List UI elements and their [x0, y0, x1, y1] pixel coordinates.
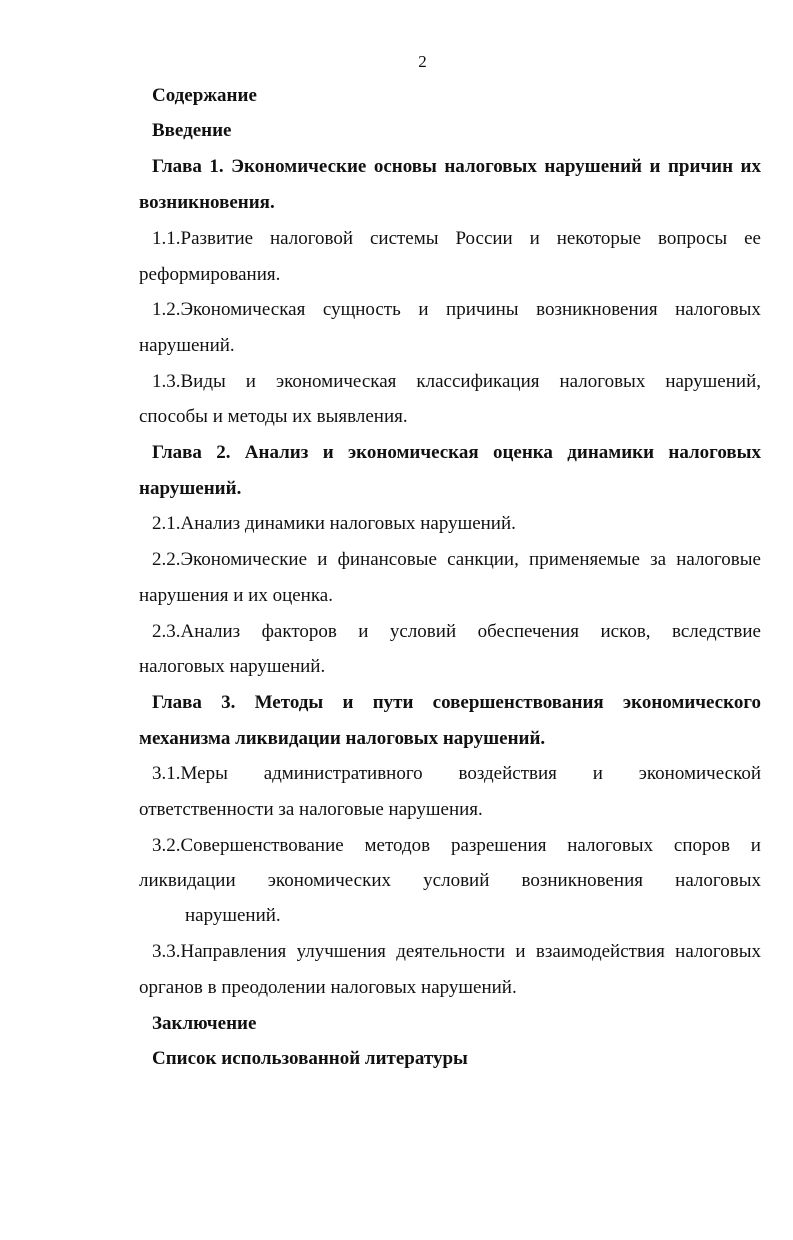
- word: возникновения: [536, 299, 658, 320]
- toc-section-3-3-line1: [152, 940, 761, 964]
- word: экономических: [267, 870, 391, 891]
- word: и: [342, 692, 354, 713]
- word: системы: [369, 228, 439, 249]
- toc-item-introduction: Введение: [152, 120, 232, 141]
- word: оценка: [492, 442, 553, 463]
- word: и: [322, 442, 334, 463]
- word: санкции,: [447, 549, 519, 570]
- word: Анализ: [244, 442, 309, 463]
- word: сущность: [322, 299, 401, 320]
- word: финансовые: [337, 549, 437, 570]
- word: Глава: [152, 692, 202, 713]
- word: 1.1.Развитие: [152, 228, 254, 249]
- word: налоговых: [675, 870, 761, 891]
- word: совершенствования: [432, 692, 604, 713]
- word: нарушений,: [665, 371, 761, 392]
- toc-item-conclusion: Заключение: [152, 1013, 257, 1034]
- word: экономическая: [347, 442, 479, 463]
- word: пути: [372, 692, 414, 713]
- word: налоговых: [668, 442, 761, 463]
- word: 3.3.Направления: [152, 941, 287, 962]
- word: экономической: [638, 763, 761, 784]
- word: динамики: [567, 442, 655, 463]
- word: разрешения: [450, 835, 547, 856]
- toc-section-3-1-line1: [152, 762, 761, 786]
- toc-section-1-2-line1: [152, 298, 761, 322]
- toc-section-1-1-line2: реформирования.: [139, 264, 281, 285]
- word: 1.: [209, 156, 224, 177]
- toc-section-2-2-line1: [152, 548, 761, 572]
- toc-section-3-2-line2: [139, 869, 761, 893]
- word: вопросы: [657, 228, 728, 249]
- toc-chapter1-title-line2: возникновения.: [139, 192, 275, 213]
- toc-section-1-2-line2: нарушений.: [139, 335, 235, 356]
- word: 1.3.Виды: [152, 371, 226, 392]
- word: 3.1.Меры: [152, 763, 228, 784]
- word: и: [245, 371, 256, 392]
- word: классификация: [416, 371, 540, 392]
- word: экономическая: [275, 371, 397, 392]
- word: налоговых: [675, 941, 761, 962]
- toc-section-1-3-line1: [152, 370, 761, 394]
- word: и: [592, 763, 603, 784]
- word: и: [317, 549, 328, 570]
- page-number: 2: [418, 52, 427, 71]
- word: налоговые: [676, 549, 761, 570]
- toc-chapter3-title-line1: [152, 691, 761, 715]
- toc-section-3-1-line2: ответственности за налоговые нарушения.: [139, 799, 483, 820]
- word: условий: [389, 621, 457, 642]
- word: некоторые: [556, 228, 642, 249]
- word: России: [455, 228, 513, 249]
- word: исков,: [600, 621, 651, 642]
- word: условий: [423, 870, 490, 891]
- toc-section-2-1: 2.1.Анализ динамики налоговых нарушений.: [152, 513, 516, 534]
- toc-section-3-2-line3: нарушений.: [185, 905, 281, 926]
- word: 2.: [216, 442, 231, 463]
- word: налоговых: [567, 835, 654, 856]
- toc-chapter1-title-line1: [152, 155, 761, 179]
- toc-chapter2-title-line2: нарушений.: [139, 478, 242, 499]
- word: 2.3.Анализ: [152, 621, 241, 642]
- toc-chapter3-title-line2: механизма ликвидации налоговых нарушений.: [139, 728, 546, 749]
- word: Методы: [254, 692, 324, 713]
- word: применяемые: [529, 549, 640, 570]
- word: налоговых: [559, 371, 646, 392]
- word: и: [418, 299, 429, 320]
- word: 1.2.Экономическая: [152, 299, 306, 320]
- word: экономического: [622, 692, 761, 713]
- toc-item-references: Список использованной литературы: [152, 1048, 468, 1069]
- word: возникновения: [521, 870, 643, 891]
- toc-section-3-2-line1: [152, 834, 761, 858]
- word: методов: [364, 835, 431, 856]
- toc-section-1-1-line1: [152, 227, 761, 251]
- toc-title: Содержание: [152, 85, 257, 106]
- word: административного: [263, 763, 423, 784]
- word: их: [740, 156, 761, 177]
- word: ее: [744, 228, 761, 249]
- word: факторов: [261, 621, 337, 642]
- word: Глава: [152, 442, 202, 463]
- toc-chapter2-title-line1: [152, 441, 761, 465]
- word: и: [529, 228, 540, 249]
- word: 2.2.Экономические: [152, 549, 308, 570]
- word: деятельности: [396, 941, 506, 962]
- toc-section-2-2-line2: нарушения и их оценка.: [139, 585, 333, 606]
- word: 3.: [221, 692, 236, 713]
- word: налоговых: [444, 156, 537, 177]
- word: 3.2.Совершенствование: [152, 835, 344, 856]
- word: воздействия: [458, 763, 557, 784]
- word: Глава: [152, 156, 202, 177]
- word: причин: [667, 156, 734, 177]
- word: ликвидации: [139, 870, 236, 891]
- toc-section-2-3-line2: налоговых нарушений.: [139, 656, 326, 677]
- word: и: [750, 835, 761, 856]
- word: причины: [446, 299, 519, 320]
- toc-section-1-3-line2: способы и методы их выявления.: [139, 406, 408, 427]
- word: обеспечения: [477, 621, 580, 642]
- toc-section-2-3-line1: [152, 620, 761, 644]
- word: налоговых: [675, 299, 761, 320]
- word: за: [650, 549, 667, 570]
- word: и: [515, 941, 526, 962]
- word: улучшения: [296, 941, 386, 962]
- word: налоговой: [269, 228, 354, 249]
- word: Экономические: [231, 156, 367, 177]
- word: основы: [373, 156, 437, 177]
- word: и: [358, 621, 369, 642]
- word: и: [649, 156, 661, 177]
- word: вследствие: [671, 621, 761, 642]
- word: нарушений: [544, 156, 642, 177]
- toc-section-3-3-line2: органов в преодолении налоговых нарушений.: [139, 977, 517, 998]
- word: взаимодействия: [535, 941, 665, 962]
- word: споров: [673, 835, 730, 856]
